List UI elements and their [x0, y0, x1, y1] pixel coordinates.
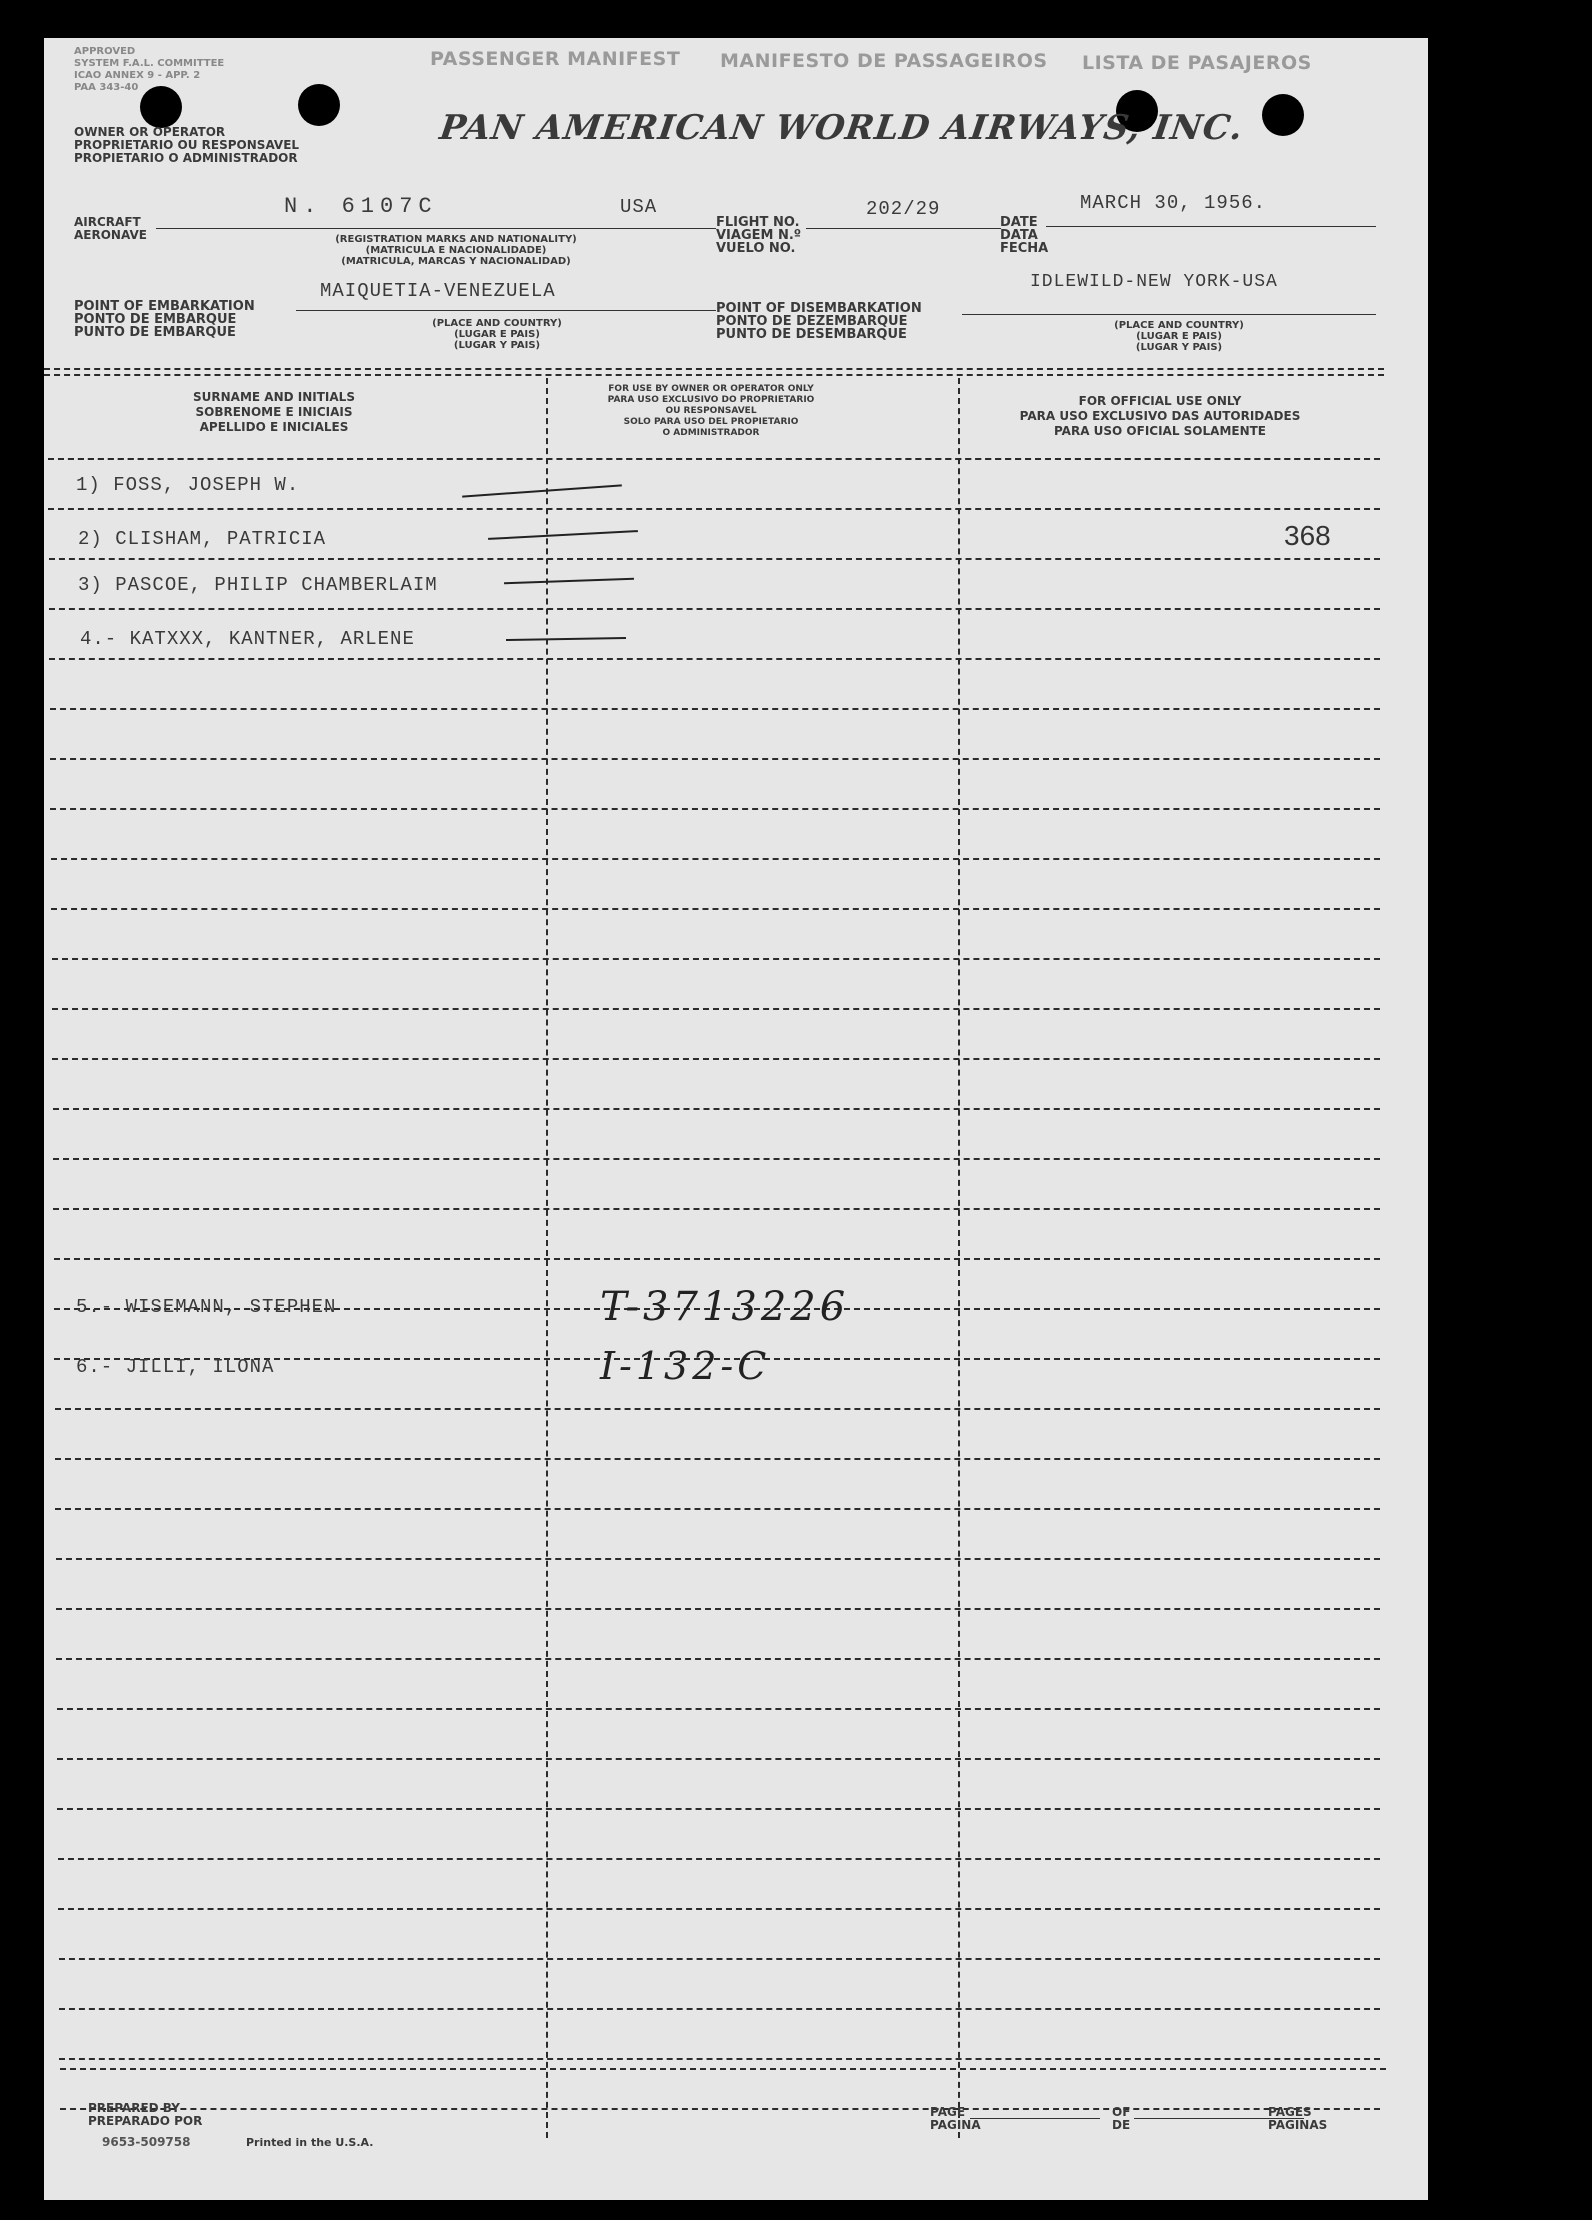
table-ruled-line: [49, 558, 1380, 560]
column-divider-right: [958, 378, 960, 2138]
disembarkation-underline: [962, 314, 1376, 315]
embarkation-value: MAIQUETIA-VENEZUELA: [320, 280, 556, 302]
page-underline: [970, 2118, 1100, 2119]
embarkation-underline: [296, 310, 716, 311]
nationality-value: USA: [620, 196, 658, 218]
table-ruled-line: [52, 1008, 1380, 1010]
aircraft-underline: [156, 228, 716, 229]
punch-hole: [1262, 94, 1304, 136]
table-ruled-line: [51, 858, 1380, 860]
check-mark: [488, 530, 638, 540]
registration-caption: (REGISTRATION MARKS AND NATIONALITY) (MATRICULA E NACIONALIDADE) (MATRICULA, MARCAS Y NACIONALIDAD): [335, 234, 577, 267]
title-spanish: LISTA DE PASAJEROS: [1082, 52, 1312, 74]
column-divider-left: [546, 378, 548, 2138]
check-mark: [506, 637, 626, 641]
table-ruled-line: [50, 758, 1380, 760]
table-ruled-line: [52, 958, 1380, 960]
table-ruled-line: [58, 1908, 1380, 1910]
table-ruled-line: [53, 1108, 1380, 1110]
date-value: MARCH 30, 1956.: [1080, 192, 1267, 214]
embarkation-label: POINT OF EMBARKATION PONTO DE EMBARQUE PUNTO DE EMBARQUE: [74, 299, 255, 340]
flight-underline: [806, 228, 1001, 229]
pages-label: PAGES PAGINAS: [1268, 2105, 1328, 2132]
passenger-entry: 6.- JILLI, ILONA: [76, 1356, 275, 1378]
prepared-label: PREPARED BY PREPARADO POR: [88, 2101, 203, 2128]
table-ruled-line: [49, 608, 1380, 610]
passenger-entry: 2) CLISHAM, PATRICIA: [78, 528, 327, 550]
table-ruled-line: [54, 1258, 1380, 1260]
footer-rule: [60, 2068, 1386, 2070]
table-ruled-line: [57, 1808, 1380, 1810]
manifest-sheet: [44, 38, 1428, 2200]
owner-label: OWNER OR OPERATOR PROPRIETARIO OU RESPONSAVEL PROPIETARIO O ADMINISTRADOR: [74, 125, 300, 165]
disembarkation-caption: (PLACE AND COUNTRY) (LUGAR E PAIS) (LUGAR Y PAIS): [1114, 320, 1244, 353]
table-ruled-line: [53, 1208, 1380, 1210]
table-ruled-line: [59, 1958, 1380, 1960]
table-ruled-line: [51, 908, 1380, 910]
printed-note: Printed in the U.S.A.: [246, 2136, 374, 2149]
approval-block: APPROVED SYSTEM F.A.L. COMMITTEE ICAO ANNEX 9 - APP. 2 PAA 343-40: [74, 46, 225, 93]
table-ruled-line: [53, 1158, 1380, 1160]
check-mark: [462, 484, 622, 497]
table-ruled-line: [57, 1758, 1380, 1760]
table-ruled-line: [48, 508, 1380, 510]
title-portuguese: MANIFESTO DE PASSAGEIROS: [720, 50, 1048, 72]
table-ruled-line: [55, 1508, 1380, 1510]
column-header-official: FOR OFFICIAL USE ONLY PARA USO EXCLUSIVO DAS AUTORIDADES PARA USO OFICIAL SOLAMENTE: [1019, 394, 1301, 438]
table-ruled-line: [56, 1658, 1380, 1660]
header-rule-top: [44, 368, 1384, 370]
table-ruled-line: [52, 1058, 1380, 1060]
column-header-names: SURNAME AND INITIALS SOBRENOME E INICIAIS APELLIDO E INICIALES: [193, 390, 355, 434]
passenger-entry: 5.- WISEMANN, STEPHEN: [76, 1296, 337, 1318]
disembarkation-label: POINT OF DISEMBARKATION PONTO DE DEZEMBARQUE PUNTO DE DESEMBARQUE: [716, 301, 922, 342]
form-number: 9653-509758: [102, 2135, 191, 2149]
flight-label: FLIGHT NO. VIAGEM N.º VUELO NO.: [716, 215, 802, 256]
table-ruled-line: [59, 2008, 1380, 2010]
flight-number-value: 202/29: [866, 198, 941, 220]
table-ruled-line: [50, 708, 1380, 710]
table-ruled-line: [59, 2058, 1380, 2060]
page-label: PAGE PAGINA: [930, 2105, 981, 2132]
passenger-entry: 1) FOSS, JOSEPH W.: [76, 474, 300, 496]
airline-name: PAN AMERICAN WORLD AIRWAYS, INC.: [437, 108, 1246, 148]
punch-hole: [298, 84, 340, 126]
column-header-rule: [48, 458, 1380, 460]
table-ruled-line: [58, 1858, 1380, 1860]
official-value: 368: [1284, 520, 1331, 551]
aircraft-label: AIRCRAFT AERONAVE: [74, 215, 147, 242]
table-ruled-line: [57, 1708, 1380, 1710]
column-header-operator: FOR USE BY OWNER OR OPERATOR ONLY PARA USO EXCLUSIVO DO PROPRIETARIO OU RESPONSAVEL SOLO PARA USO DEL PROPIETARIO O ADMINISTRADOR: [607, 384, 815, 438]
embarkation-caption: (PLACE AND COUNTRY) (LUGAR E PAIS) (LUGAR Y PAIS): [432, 318, 562, 351]
of-label: OF DE: [1112, 2105, 1131, 2132]
table-ruled-line: [56, 1558, 1380, 1560]
table-ruled-line: [49, 658, 1380, 660]
table-ruled-line: [55, 1458, 1380, 1460]
registration-value: N. 6107C: [284, 194, 438, 219]
passenger-entry: 3) PASCOE, PHILIP CHAMBERLAIM: [78, 574, 438, 596]
table-ruled-line: [56, 1608, 1380, 1610]
passenger-entry: 4.- KATXXX, KANTNER, ARLENE: [80, 628, 415, 650]
table-ruled-line: [60, 2108, 1380, 2110]
operator-handwritten-ticket: T-3713226: [600, 1284, 850, 1330]
date-underline: [1046, 226, 1376, 227]
header-rule-bottom: [44, 374, 1384, 376]
title-english: PASSENGER MANIFEST: [430, 48, 681, 70]
date-label: DATE DATA FECHA: [1000, 215, 1049, 256]
table-ruled-line: [55, 1408, 1380, 1410]
operator-handwritten-ticket: I-132-C: [600, 1344, 771, 1388]
check-mark: [504, 578, 634, 585]
table-ruled-line: [50, 808, 1380, 810]
disembarkation-value: IDLEWILD-NEW YORK-USA: [1030, 272, 1278, 292]
